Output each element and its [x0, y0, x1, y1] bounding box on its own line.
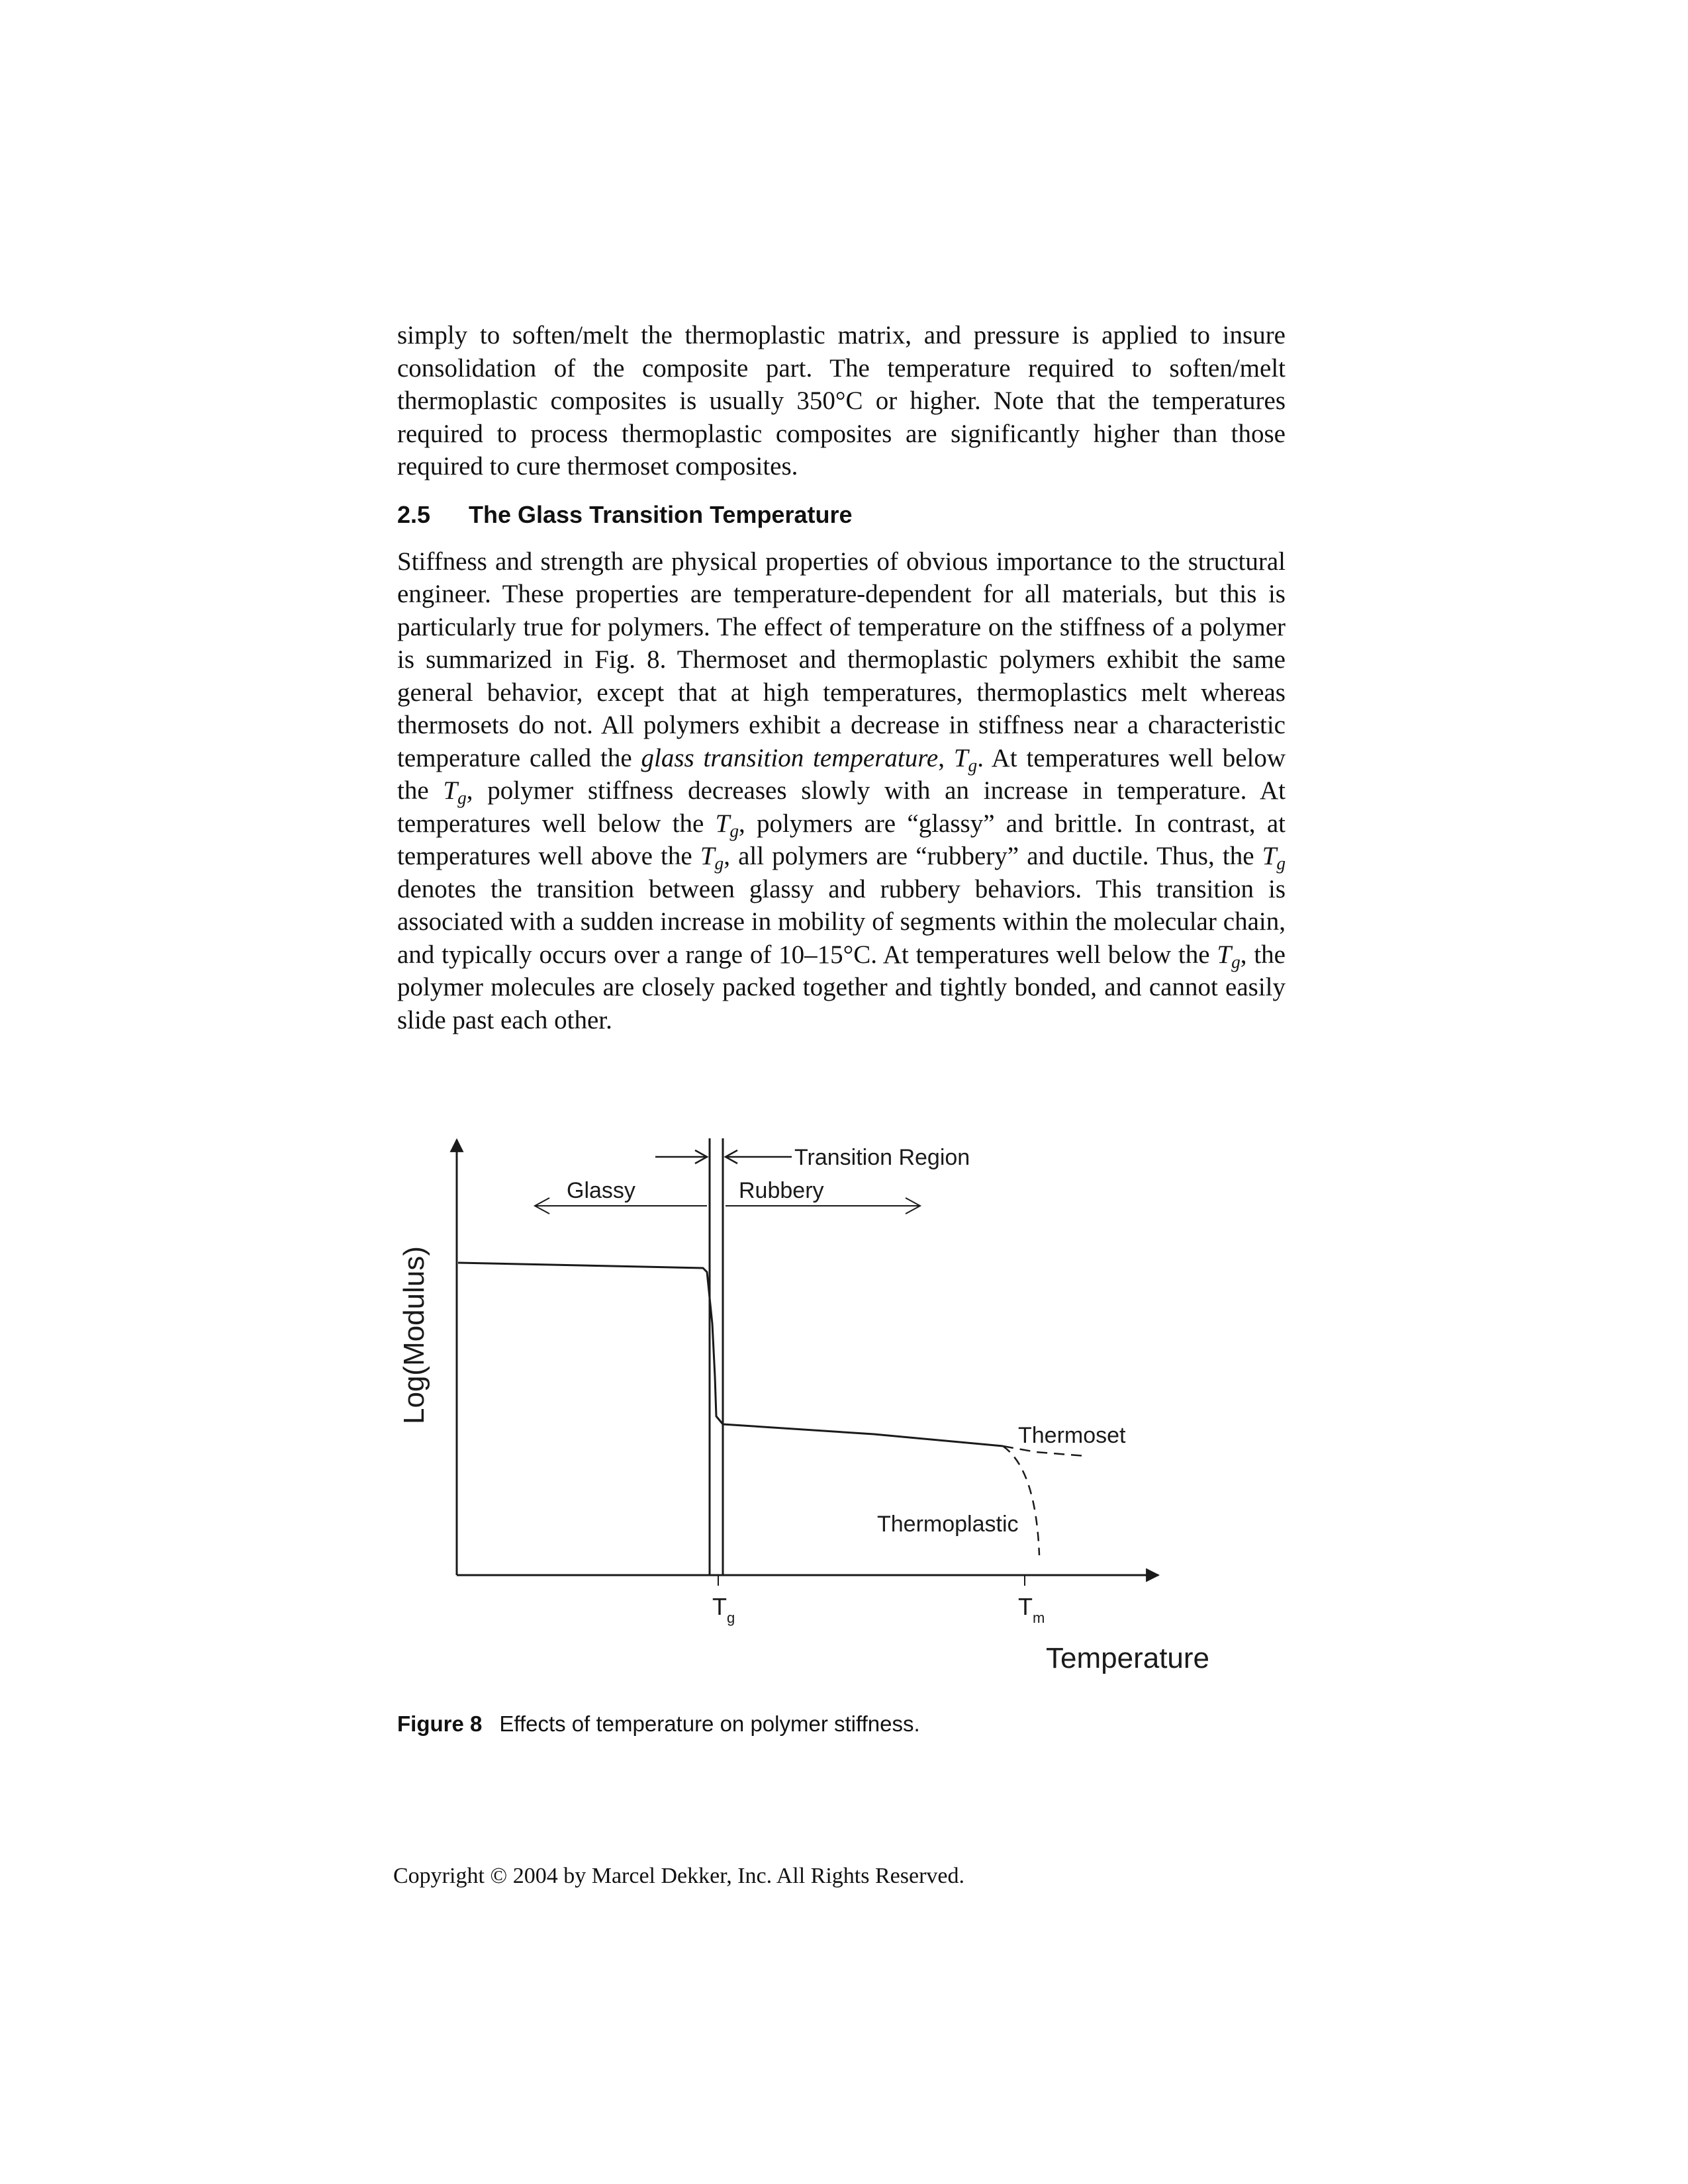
- glassy-label: Glassy: [567, 1178, 635, 1203]
- section-number: 2.5: [397, 500, 431, 528]
- figure-caption: [397, 1711, 920, 1737]
- thermoset-label: Thermoset: [1018, 1423, 1126, 1448]
- copyright-notice: Copyright © 2004 by Marcel Dekker, Inc. All Rights Reserved.: [393, 1864, 964, 1888]
- modulus-temperature-diagram: [371, 1125, 1231, 1694]
- figure-label: Figure 8: [397, 1711, 483, 1736]
- figure-8: [371, 1125, 1231, 1694]
- tg-symbol: $T_g$: [443, 776, 467, 808]
- y-axis-label: Log(Modulus): [398, 1246, 430, 1424]
- section-title: The Glass Transition Temperature: [469, 500, 853, 528]
- term-glass-transition: glass transition temperature: [641, 743, 939, 772]
- p2-text-5: , polymers are “glassy” and brittle. In contrast, at temperatures well above the: [397, 809, 1286, 870]
- p2-text-7: denotes the transition between glassy and rubbery behaviors. This transition is associated with a sudden increase in mobility of segments within the molecular chain, and typically occurs over a range of 10–15°C. At temperatures well below the: [397, 874, 1286, 969]
- text-column: [397, 319, 1286, 1036]
- tm-tick-label: $T_m$: [1018, 1593, 1045, 1626]
- modulus-curve: [458, 1263, 1003, 1446]
- tg-symbol: $T_g$: [953, 743, 978, 776]
- tg-symbol: $T_g$: [1217, 940, 1241, 972]
- p2-text-1: Stiffness and strength are physical properties of obvious importance to the structural engineer. These properties are temperature-dependent for all materials, but this is particularly true for polymers. The effect of temperature on the stiffness of a polymer is summarized in Fig. 8. Thermoset and thermoplastic polymers exhibit the same general behavior, except that at high temperatures, thermoplastics melt whereas thermosets do not. All polymers exhibit a decrease in stiffness near a characteristic temperature called the: [397, 547, 1286, 772]
- tg-tick-label: $T_g$: [712, 1593, 735, 1626]
- p2-text-2: ,: [938, 743, 954, 772]
- section-heading: [397, 500, 1286, 529]
- tg-symbol: $T_g$: [1262, 842, 1286, 874]
- tg-symbol: $T_g$: [715, 809, 739, 841]
- x-axis-label: Temperature: [1046, 1642, 1210, 1674]
- rubbery-label: Rubbery: [739, 1178, 824, 1203]
- paragraph-1: simply to soften/melt the thermoplastic matrix, and pressure is applied to insure consolidation of the composite part. The temperature required to soften/melt thermoplastic composites is usually 350°C or higher. Note that the temperatures required to process thermoplastic composites are significantly higher than those required to cure thermoset composites.: [397, 321, 1286, 480]
- tg-symbol: $T_g$: [700, 842, 724, 874]
- thermoplastic-curve: [1003, 1446, 1039, 1555]
- p2-text-4: , polymer stiffness decreases slowly with an increase in temperature. At temperatures well below the: [397, 776, 1286, 838]
- p2-text-8: , the polymer molecules are closely packed together and tightly bonded, and cannot easily slide past each other.: [397, 940, 1286, 1034]
- p2-text-3: . At temperatures well below the: [397, 743, 1286, 805]
- transition-region-label: Transition Region: [794, 1145, 970, 1170]
- paragraph-2: [397, 545, 1286, 1037]
- p2-text-6: , all polymers are “rubbery” and ductile. Thus, the: [724, 842, 1262, 870]
- thermoplastic-label: Thermoplastic: [877, 1512, 1019, 1537]
- caption-text: Effects of temperature on polymer stiffness.: [499, 1711, 920, 1736]
